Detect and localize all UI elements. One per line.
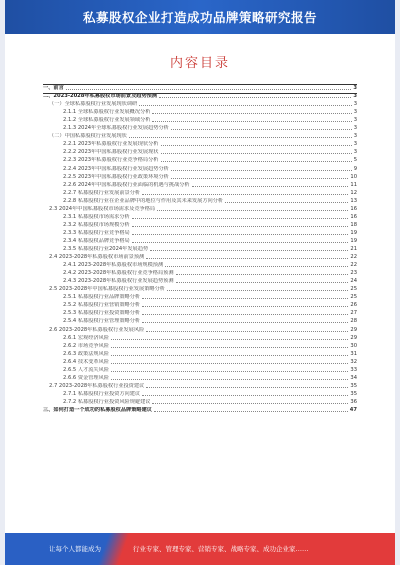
toc-entry-page: 11 (350, 181, 357, 188)
toc-entry-page: 12 (350, 189, 357, 196)
toc-leader-dots (132, 233, 349, 235)
toc-entry-page: 3 (353, 101, 357, 108)
toc-entry[interactable] (43, 302, 357, 309)
toc-entry-page: 3 (353, 133, 357, 140)
toc-entry[interactable] (43, 157, 357, 164)
toc-entry[interactable] (43, 367, 357, 374)
toc-entry-label: 一、前言 (43, 85, 64, 91)
toc-entry-page: 3 (353, 125, 357, 132)
toc-entry-label: 2.6 2023-2028年私募股权行业发展风险 (49, 326, 145, 333)
toc-leader-dots (171, 169, 352, 171)
toc-leader-dots (146, 330, 348, 332)
toc-entry[interactable] (43, 101, 357, 108)
toc-entry-page: 25 (350, 294, 357, 301)
toc-entry[interactable] (43, 270, 357, 277)
toc-entry[interactable] (43, 206, 357, 213)
toc-entry-page: 9 (353, 165, 357, 172)
toc-entry-page: 34 (350, 374, 357, 381)
toc-entry[interactable] (43, 133, 357, 140)
toc-leader-dots (171, 128, 352, 130)
toc-entry-page: 24 (350, 278, 357, 285)
toc-entry[interactable] (43, 230, 357, 237)
toc-entry-page: 23 (350, 270, 357, 277)
toc-leader-dots (142, 297, 348, 299)
toc-leader-dots (152, 112, 351, 114)
toc-entry-page: 3 (353, 85, 357, 91)
report-title: 私募股权企业打造成功品牌策略研究报告 (82, 10, 317, 25)
toc-leader-dots (111, 370, 348, 372)
toc-entry-label: 2.7.2 私募股权行业投资风险规避建议 (63, 398, 151, 405)
toc-leader-dots (159, 96, 351, 98)
toc-entry[interactable] (43, 375, 357, 382)
toc-entry[interactable] (43, 254, 357, 261)
toc-leader-dots (142, 305, 348, 307)
toc-entry-page: 35 (350, 390, 357, 397)
toc-leader-dots (171, 177, 349, 179)
footer-tagline: 行业专家、管理专家、营销专家、战略专家、成功企业家…… (133, 545, 309, 553)
toc-entry[interactable] (43, 166, 357, 173)
toc-entry-label: （一）全球私募股权行业发展现状调研 (49, 101, 138, 108)
toc-entry[interactable] (43, 238, 357, 245)
footer-slogan: 让每个人都能成为 (49, 545, 101, 553)
footer-banner (5, 533, 395, 565)
toc-leader-dots (111, 362, 348, 364)
toc-entry[interactable] (43, 85, 357, 92)
toc-leader-dots (165, 265, 348, 267)
table-of-contents (43, 85, 357, 421)
toc-entry-label: 2.1.2 全球私募股权行业发展领域分析 (63, 117, 151, 124)
toc-entry[interactable] (43, 149, 357, 156)
toc-entry-label: 2.5 2023-2028年中国私募股权行业发展策略分析 (49, 286, 165, 293)
toc-entry-page: 21 (350, 246, 357, 252)
toc-entry-label: 2.6.4 技术变革风险 (63, 358, 109, 365)
toc-entry-page: 19 (350, 237, 357, 244)
toc-leader-dots (111, 354, 348, 356)
toc-entry-page: 26 (350, 302, 357, 309)
toc-leader-dots (152, 402, 348, 404)
toc-entry-page: 16 (350, 213, 357, 220)
toc-entry-page: 16 (350, 205, 357, 212)
toc-entry[interactable] (43, 182, 357, 189)
toc-leader-dots (111, 338, 348, 340)
toc-entry-page: 36 (350, 398, 357, 405)
toc-leader-dots (146, 386, 348, 388)
toc-entry-label: （二）中国私募股权行业发展现状 (49, 133, 127, 140)
toc-entry[interactable] (43, 359, 357, 366)
header-banner (5, 0, 395, 34)
toc-leader-dots (142, 313, 348, 315)
toc-entry-label: 2.5.4 私募股权行业管理策略分析 (63, 318, 141, 325)
toc-entry-label: 2.3.1 私募股权市场需求分析 (63, 213, 130, 220)
toc-leader-dots (176, 281, 349, 283)
toc-entry-label: 二、2023-2028年私募股权市场前景及趋势预测 (43, 93, 158, 100)
toc-entry-page: 29 (350, 334, 357, 341)
toc-entry-page: 10 (350, 173, 357, 180)
toc-entry-label: 2.4.1 2023-2028年私募股权市场规模预测 (63, 262, 164, 269)
toc-entry-label: 2.1.3 2024年全球私募股权行业发展趋势分析 (63, 125, 169, 132)
toc-entry-label: 2.3.5 私募股权行业2024年发展趋势 (63, 246, 149, 252)
toc-leader-dots (161, 160, 352, 162)
toc-entry-label: 2.2.8 私募股权行业在企业品牌中的地位与作用及其未来发展方向分析 (63, 197, 224, 204)
toc-entry-label: 2.7 2023-2028年私募股权行业投资建议 (49, 382, 145, 389)
toc-entry-label: 2.5.3 私募股权行业投资策略分析 (63, 310, 141, 317)
toc-entry[interactable] (43, 125, 357, 132)
toc-entry-page: 47 (349, 407, 357, 413)
toc-leader-dots (161, 144, 352, 146)
toc-leader-dots (161, 152, 352, 154)
toc-entry-label: 2.3.3 私募股权行业竞争格局 (63, 229, 130, 236)
toc-entry-page: 27 (350, 310, 357, 317)
toc-entry-label: 2.3.2 私募股权市场规模分析 (63, 221, 130, 228)
toc-entry-page: 13 (350, 197, 357, 204)
toc-entry[interactable] (43, 190, 357, 197)
toc-entry[interactable] (43, 351, 357, 358)
toc-entry-page: 19 (350, 229, 357, 236)
toc-leader-dots (142, 394, 348, 396)
toc-entry-page: 31 (350, 350, 357, 357)
toc-entry-page: 28 (350, 318, 357, 325)
toc-entry[interactable] (43, 222, 357, 229)
toc-entry-label: 2.2.4 2023年中国私募股权行业发展趋势分析 (63, 165, 169, 172)
toc-entry[interactable] (43, 117, 357, 124)
toc-entry-page: 3 (353, 149, 357, 156)
toc-entry-page: 3 (353, 109, 357, 116)
toc-leader-dots (66, 88, 352, 90)
toc-entry-label: 2.7.1 私募股权行业投资方向建议 (63, 390, 141, 397)
toc-entry-label: 2.5.1 私募股权行业品牌策略分析 (63, 294, 141, 301)
toc-divider (43, 84, 357, 85)
toc-entry-label: 2.1.1 全球私募股权行业发展概况分析 (63, 109, 151, 116)
toc-leader-dots (146, 257, 348, 259)
toc-entry-page: 22 (350, 254, 357, 261)
toc-leader-dots (225, 201, 348, 203)
toc-entry[interactable] (43, 310, 357, 317)
toc-leader-dots (154, 410, 348, 412)
toc-entry-page: 5 (353, 157, 357, 164)
toc-entry-page: 29 (350, 326, 357, 333)
toc-leader-dots (111, 378, 348, 380)
toc-leader-dots (157, 209, 348, 211)
toc-leader-dots (142, 193, 348, 195)
toc-entry-label: 2.2.2 2023年中国私募股权行业发展现状 (63, 149, 159, 156)
toc-entry[interactable] (43, 286, 357, 293)
toc-entry[interactable] (43, 407, 357, 414)
toc-entry-page: 30 (350, 342, 357, 349)
toc-entry-page: 32 (350, 358, 357, 365)
toc-entry-page: 3 (353, 141, 357, 148)
toc-entry-label: 三、如何打造一个成功的私募股权品牌策略建议 (43, 407, 152, 413)
toc-entry-label: 2.5.2 私募股权行业营销策略分析 (63, 302, 141, 309)
toc-entry-label: 2.6.3 政策法规风险 (63, 350, 109, 357)
toc-entry-page: 33 (350, 366, 357, 373)
toc-leader-dots (142, 321, 348, 323)
toc-entry-label: 2.2.7 私募股权行业发展前景分析 (63, 189, 141, 196)
toc-entry[interactable] (43, 391, 357, 398)
toc-entry-label: 2.2.1 2023年私募股权行业发展现状分析 (63, 141, 159, 148)
toc-entry-label: 2.4.2 2023-2028年私募股权行业竞争格局预测 (63, 270, 174, 277)
toc-entry-label: 2.3.4 私募股权品牌竞争格局 (63, 237, 130, 244)
toc-leader-dots (132, 225, 349, 227)
toc-leader-dots (132, 217, 349, 219)
toc-entry[interactable] (43, 294, 357, 301)
document-page (5, 0, 395, 565)
toc-entry[interactable] (43, 343, 357, 350)
toc-entry[interactable] (43, 318, 357, 325)
toc-leader-dots (132, 241, 349, 243)
toc-entry-page: 35 (350, 382, 357, 389)
toc-entry-label: 2.4.3 2023-2028年私募股权行业发展趋势预测 (63, 278, 174, 285)
toc-leader-dots (176, 273, 349, 275)
toc-entry[interactable] (43, 327, 357, 334)
toc-entry-label: 2.2.6 2024年中国私募股权行业面临的机遇与挑战分析 (63, 181, 190, 188)
toc-entry-page: 25 (350, 286, 357, 293)
toc-entry[interactable] (43, 262, 357, 269)
toc-leader-dots (152, 120, 351, 122)
toc-leader-dots (192, 185, 349, 187)
toc-entry[interactable] (43, 335, 357, 342)
toc-divider (43, 93, 357, 94)
toc-entry-page: 18 (350, 221, 357, 228)
toc-entry[interactable] (43, 174, 357, 181)
toc-entry[interactable] (43, 278, 357, 285)
toc-entry-label: 2.2.5 2023年中国私募股权行业政策环境分析 (63, 173, 169, 180)
toc-entry[interactable] (43, 383, 357, 390)
toc-leader-dots (139, 104, 351, 106)
toc-entry-label: 2.3 2024年中国私募股权市场需求及竞争格局 (49, 205, 156, 212)
toc-entry[interactable] (43, 141, 357, 148)
toc-entry-label: 2.6.1 宏观经济风险 (63, 334, 109, 341)
toc-entry-label: 2.4 2023-2028年私募股权市场前景预测 (49, 254, 145, 261)
toc-leader-dots (167, 289, 348, 291)
toc-entry-label: 2.6.2 市场竞争风险 (63, 342, 109, 349)
toc-entry-page: 3 (353, 117, 357, 124)
toc-entry-label: 2.6.5 人才流失风险 (63, 366, 109, 373)
toc-entry[interactable] (43, 399, 357, 406)
toc-leader-dots (111, 346, 348, 348)
toc-entry-page: 3 (353, 93, 357, 100)
toc-entry[interactable] (43, 214, 357, 221)
toc-leader-dots (150, 249, 348, 251)
toc-entry[interactable] (43, 93, 357, 100)
toc-entry[interactable] (43, 246, 357, 253)
toc-entry-label: 2.6.6 资金管理风险 (63, 374, 109, 381)
toc-entry[interactable] (43, 198, 357, 205)
toc-entry-label: 2.2.3 2023年私募股权行业竞争格局分析 (63, 157, 159, 164)
toc-leader-dots (129, 136, 352, 138)
toc-entry-page: 22 (350, 262, 357, 269)
toc-entry[interactable] (43, 109, 357, 116)
toc-title: 内容目录 (169, 56, 230, 71)
